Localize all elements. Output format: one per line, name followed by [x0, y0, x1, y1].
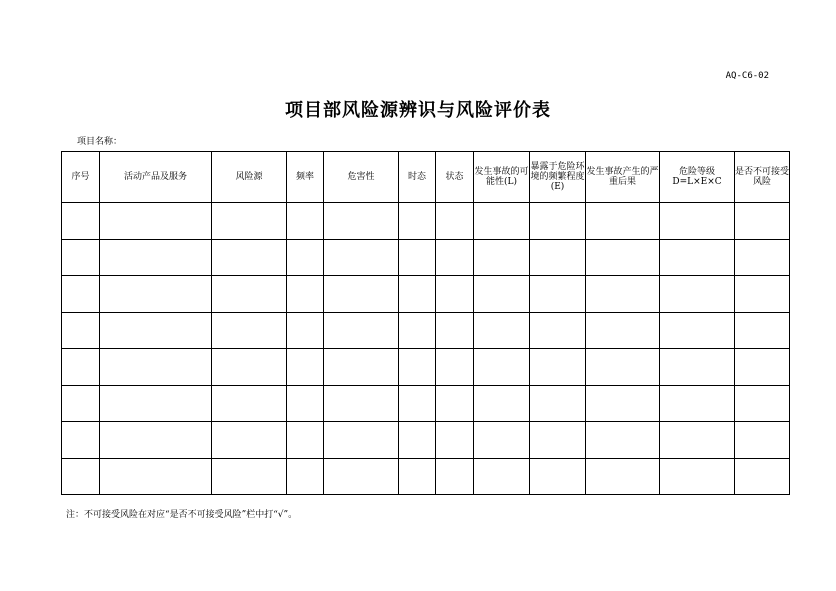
table-cell[interactable] — [436, 422, 474, 459]
table-cell[interactable] — [660, 422, 735, 459]
table-cell[interactable] — [586, 312, 660, 349]
table-cell[interactable] — [287, 312, 324, 349]
table-cell[interactable] — [735, 458, 790, 495]
document-code: AQ-C6-02 — [725, 71, 769, 81]
table-cell[interactable] — [212, 239, 287, 276]
table-cell[interactable] — [212, 349, 287, 386]
table-cell[interactable] — [735, 385, 790, 422]
table-cell[interactable] — [436, 458, 474, 495]
table-cell[interactable] — [436, 385, 474, 422]
table-row — [62, 239, 790, 276]
table-cell[interactable] — [474, 422, 530, 459]
table-cell[interactable] — [287, 203, 324, 240]
table-cell[interactable] — [62, 422, 100, 459]
table-cell[interactable] — [735, 349, 790, 386]
table-cell[interactable] — [324, 422, 399, 459]
table-row — [62, 422, 790, 459]
table-cell[interactable] — [586, 422, 660, 459]
project-name-label: 项目名称： — [77, 137, 123, 147]
table-cell[interactable] — [530, 458, 586, 495]
table-cell[interactable] — [287, 276, 324, 313]
table-row — [62, 312, 790, 349]
table-cell[interactable] — [324, 203, 399, 240]
table-cell[interactable] — [399, 239, 436, 276]
table-cell[interactable] — [100, 458, 212, 495]
table-body — [62, 203, 790, 495]
table-cell[interactable] — [474, 458, 530, 495]
col-likelihood: 发生事故的可能性(L) — [474, 152, 530, 203]
table-cell[interactable] — [399, 203, 436, 240]
table-cell[interactable] — [399, 385, 436, 422]
table-cell[interactable] — [100, 385, 212, 422]
table-cell[interactable] — [399, 276, 436, 313]
table-cell[interactable] — [530, 203, 586, 240]
table-cell[interactable] — [474, 239, 530, 276]
table-cell[interactable] — [62, 203, 100, 240]
table-row — [62, 203, 790, 240]
page-title: 项目部风险源辨识与风险评价表 — [285, 100, 551, 121]
table-cell[interactable] — [62, 276, 100, 313]
table-cell[interactable] — [436, 276, 474, 313]
table-cell[interactable] — [324, 239, 399, 276]
col-unacceptable: 是否不可接受风险 — [735, 152, 790, 203]
table-cell[interactable] — [586, 276, 660, 313]
table-cell[interactable] — [399, 458, 436, 495]
table-cell[interactable] — [100, 312, 212, 349]
table-cell[interactable] — [474, 203, 530, 240]
table-cell[interactable] — [399, 422, 436, 459]
footnote: 注：不可接受风险在对应“是否不可接受风险”栏中打“√”。 — [66, 510, 298, 520]
table-cell[interactable] — [212, 276, 287, 313]
table-cell[interactable] — [530, 422, 586, 459]
col-tense: 时态 — [399, 152, 436, 203]
table-cell[interactable] — [100, 276, 212, 313]
col-risk-level: 危险等级D=L×E×C — [660, 152, 735, 203]
table-cell[interactable] — [735, 239, 790, 276]
table-cell[interactable] — [399, 312, 436, 349]
table-cell[interactable] — [586, 458, 660, 495]
table-cell[interactable] — [660, 458, 735, 495]
table-cell[interactable] — [735, 422, 790, 459]
header-row — [62, 152, 790, 203]
table-cell[interactable] — [100, 422, 212, 459]
table-cell[interactable] — [100, 239, 212, 276]
table-row — [62, 349, 790, 386]
table-cell[interactable] — [474, 276, 530, 313]
col-consequence: 发生事故产生的严重后果 — [586, 152, 660, 203]
table-cell[interactable] — [530, 385, 586, 422]
table-cell[interactable] — [586, 385, 660, 422]
table-cell[interactable] — [660, 276, 735, 313]
table-cell[interactable] — [62, 312, 100, 349]
table-cell[interactable] — [660, 203, 735, 240]
table-cell[interactable] — [530, 276, 586, 313]
table-cell[interactable] — [735, 276, 790, 313]
risk-evaluation-table — [61, 151, 790, 495]
table-cell[interactable] — [436, 239, 474, 276]
table-cell[interactable] — [324, 276, 399, 313]
table-cell[interactable] — [530, 312, 586, 349]
table-row — [62, 276, 790, 313]
table-cell[interactable] — [324, 458, 399, 495]
col-activity: 活动产品及服务 — [100, 152, 212, 203]
table-row — [62, 385, 790, 422]
table-cell[interactable] — [212, 312, 287, 349]
table-cell[interactable] — [62, 349, 100, 386]
table-cell[interactable] — [212, 385, 287, 422]
table-cell[interactable] — [586, 203, 660, 240]
col-frequency: 频率 — [287, 152, 324, 203]
table-cell[interactable] — [100, 203, 212, 240]
table-row — [62, 458, 790, 495]
table-cell[interactable] — [660, 385, 735, 422]
table-cell[interactable] — [474, 312, 530, 349]
col-risk-source: 风险源 — [212, 152, 287, 203]
table-cell[interactable] — [660, 312, 735, 349]
table-cell[interactable] — [287, 349, 324, 386]
table-cell[interactable] — [62, 239, 100, 276]
table-cell[interactable] — [735, 203, 790, 240]
table-cell[interactable] — [324, 312, 399, 349]
table-cell[interactable] — [735, 312, 790, 349]
table-cell[interactable] — [660, 239, 735, 276]
table-cell[interactable] — [399, 349, 436, 386]
table-cell[interactable] — [474, 385, 530, 422]
col-index: 序号 — [62, 152, 100, 203]
table-cell[interactable] — [62, 385, 100, 422]
col-state: 状态 — [436, 152, 474, 203]
table-cell[interactable] — [212, 203, 287, 240]
table-cell[interactable] — [530, 239, 586, 276]
table-cell[interactable] — [62, 458, 100, 495]
table-cell[interactable] — [436, 349, 474, 386]
table-cell[interactable] — [660, 349, 735, 386]
table-cell[interactable] — [324, 349, 399, 386]
table-cell[interactable] — [287, 385, 324, 422]
table-cell[interactable] — [287, 422, 324, 459]
table-cell[interactable] — [324, 385, 399, 422]
table-cell[interactable] — [287, 239, 324, 276]
col-hazard: 危害性 — [324, 152, 399, 203]
table-cell[interactable] — [436, 203, 474, 240]
table-cell[interactable] — [474, 349, 530, 386]
table-cell[interactable] — [287, 458, 324, 495]
table-cell[interactable] — [530, 349, 586, 386]
table-cell[interactable] — [100, 349, 212, 386]
table-cell[interactable] — [586, 239, 660, 276]
table-cell[interactable] — [436, 312, 474, 349]
table-cell[interactable] — [212, 422, 287, 459]
table-cell[interactable] — [212, 458, 287, 495]
table-cell[interactable] — [586, 349, 660, 386]
col-exposure: 暴露于危险环境的频繁程度(E) — [530, 152, 586, 203]
